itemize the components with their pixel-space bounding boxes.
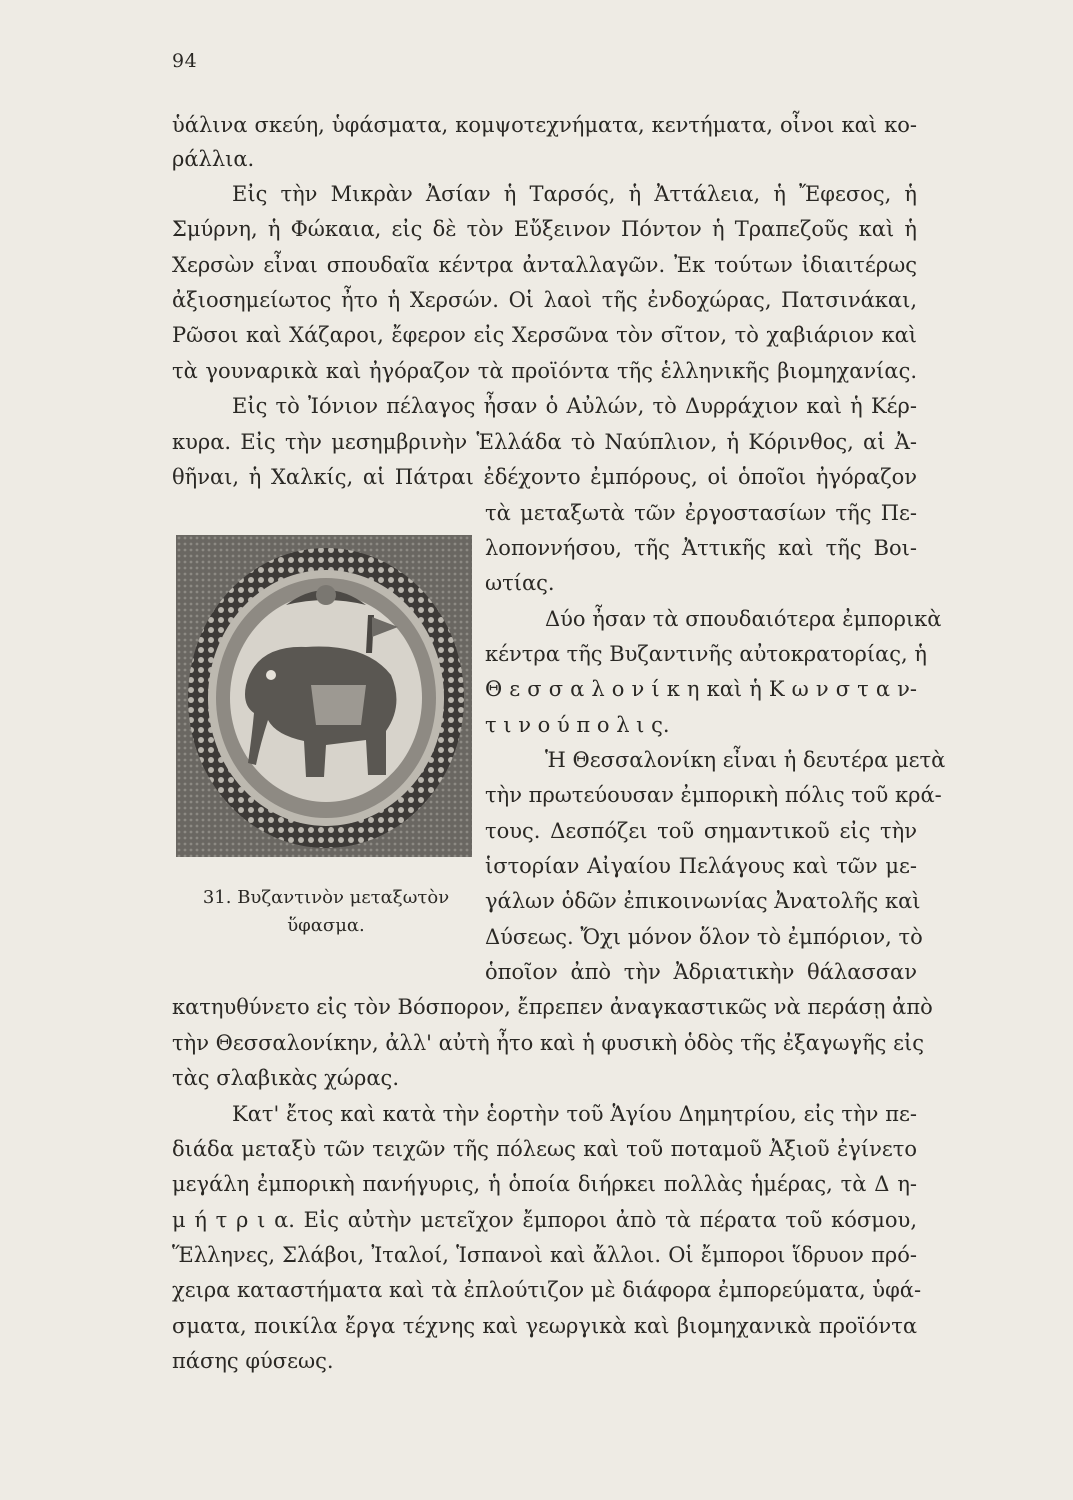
text-line: τὰ μεταξωτὰ τῶν ἐργοστασίων τῆς Πε- xyxy=(485,501,917,525)
text-line: ὑάλινα σκεύη, ὑφάσματα, κομψοτεχνήματα, κεντήματα, οἶνοι καὶ κο- xyxy=(172,113,917,137)
figure-caption: ὕφασμα. xyxy=(287,915,365,936)
byzantine-silk-fabric-image xyxy=(176,535,472,857)
text-line: τὴν πρωτεύουσαν ἐμπορικὴ πόλις τοῦ κρά- xyxy=(485,783,942,807)
text-line: Δύσεως. Ὄχι μόνον ὅλον τὸ ἐμπόριον, τὸ xyxy=(485,925,923,949)
text-line: κατηυθύνετο εἰς τὸν Βόσπορον, ἔπρεπεν ἀναγκαστικῶς νὰ περάσῃ ἀπὸ xyxy=(172,995,933,1019)
text-line: τὰς σλαβικὰς χώρας. xyxy=(172,1066,399,1090)
text-line: μεγάλη ἐμπορικὴ πανήγυρις, ἡ ὁποία διήρκει πολλὰς ἡμέρας, τὰ Δ η- xyxy=(172,1172,917,1196)
text-line: Σμύρνη, ἡ Φώκαια, εἰς δὲ τὸν Εὔξεινον Πόντον ἡ Τραπεζοῦς καὶ ἡ xyxy=(172,217,917,241)
text-line: τὰ γουναρικὰ καὶ ἠγόραζον τὰ προϊόντα τῆς ἑλληνικῆς βιομηχανίας. xyxy=(172,359,917,383)
text-line: Εἰς τὴν Μικρὰν Ἀσίαν ἡ Ταρσός, ἡ Ἀττάλεια, ἡ Ἔφεσος, ἡ xyxy=(232,182,917,206)
text-line: Κατ' ἔτος καὶ κατὰ τὴν ἑορτὴν τοῦ Ἁγίου Δημητρίου, εἰς τὴν πε- xyxy=(232,1102,917,1126)
text-line: ράλλια. xyxy=(172,147,255,171)
text-line: Χερσὼν εἶναι σπουδαῖα κέντρα ἀνταλλαγῶν. Ἐκ τούτων ἰδιαιτέρως xyxy=(172,253,917,277)
text-line: Ρῶσοι καὶ Χάζαροι, ἔφερον εἰς Χερσῶνα τὸν σῖτον, τὸ χαβιάριον καὶ xyxy=(172,323,917,347)
text-line: γάλων ὁδῶν ἐπικοινωνίας Ἀνατολῆς καὶ xyxy=(485,889,921,913)
text-line: Εἰς τὸ Ἰόνιον πέλαγος ἦσαν ὁ Αὐλών, τὸ Δυρράχιον καὶ ἡ Κέρ- xyxy=(232,394,917,418)
text-line: ωτίας. xyxy=(485,571,555,595)
text-line: Ἡ Θεσσαλονίκη εἶναι ἡ δευτέρα μετὰ xyxy=(545,748,946,772)
text-line: τους. Δεσπόζει τοῦ σημαντικοῦ εἰς τὴν xyxy=(485,819,917,843)
text-line: πάσης φύσεως. xyxy=(172,1349,334,1373)
text-line: κέντρα τῆς Βυζαντινῆς αὐτοκρατορίας, ἡ xyxy=(485,642,927,666)
text-line: τὴν Θεσσαλονίκην, ἀλλ' αὐτὴ ἦτο καὶ ἡ φυσικὴ ὁδὸς τῆς ἐξαγωγῆς εἰς xyxy=(172,1031,924,1055)
figure-caption: 31. Βυζαντινὸν μεταξωτὸν xyxy=(202,887,450,908)
text-line: ὁποῖον ἀπὸ τὴν Ἀδριατικὴν θάλασσαν xyxy=(485,960,917,984)
text-line: ἱστορίαν Αἰγαίου Πελάγους καὶ τῶν με- xyxy=(485,854,917,878)
text-line: κυρα. Εἰς τὴν μεσημβρινὴν Ἑλλάδα τὸ Ναύπλιον, ἡ Κόρινθος, αἱ Ἀ- xyxy=(172,430,917,454)
text-line: θῆναι, ἡ Χαλκίς, αἱ Πάτραι ἐδέχοντο ἐμπόρους, οἱ ὁποῖοι ἠγόραζον xyxy=(172,465,917,489)
text-line: λοποννήσου, τῆς Ἀττικῆς καὶ τῆς Βοι- xyxy=(485,536,917,560)
text-line: τ ι ν ο ύ π ο λ ι ς. xyxy=(485,713,670,737)
text-line: ἀξιοσημείωτος ἦτο ἡ Χερσών. Οἱ λαοὶ τῆς ἐνδοχώρας, Πατσινάκαι, xyxy=(172,288,917,312)
text-line: Ἕλληνες, Σλάβοι, Ἰταλοί, Ἱσπανοὶ καὶ ἄλλοι. Οἱ ἔμποροι ἵδρυον πρό- xyxy=(172,1243,917,1267)
text-line: Θ ε σ σ α λ ο ν ί κ η καὶ ἡ Κ ω ν σ τ α ν- xyxy=(485,677,917,701)
page-number: 94 xyxy=(172,50,198,72)
text-line: σματα, ποικίλα ἔργα τέχνης καὶ γεωργικὰ καὶ βιομηχανικὰ προϊόντα xyxy=(172,1314,917,1338)
text-line: Δύο ἦσαν τὰ σπουδαιότερα ἐμπορικὰ xyxy=(545,607,942,631)
text-line: διάδα μεταξὺ τῶν τειχῶν τῆς πόλεως καὶ τοῦ ποταμοῦ Ἀξιοῦ ἐγίνετο xyxy=(172,1137,917,1161)
text-line: χειρα καταστήματα καὶ τὰ ἐπλούτιζον μὲ διάφορα ἐμπορεύματα, ὑφά- xyxy=(172,1278,922,1302)
text-line: μ ή τ ρ ι α. Εἰς αὐτὴν μετεῖχον ἔμποροι ἀπὸ τὰ πέρατα τοῦ κόσμου, xyxy=(172,1208,917,1232)
